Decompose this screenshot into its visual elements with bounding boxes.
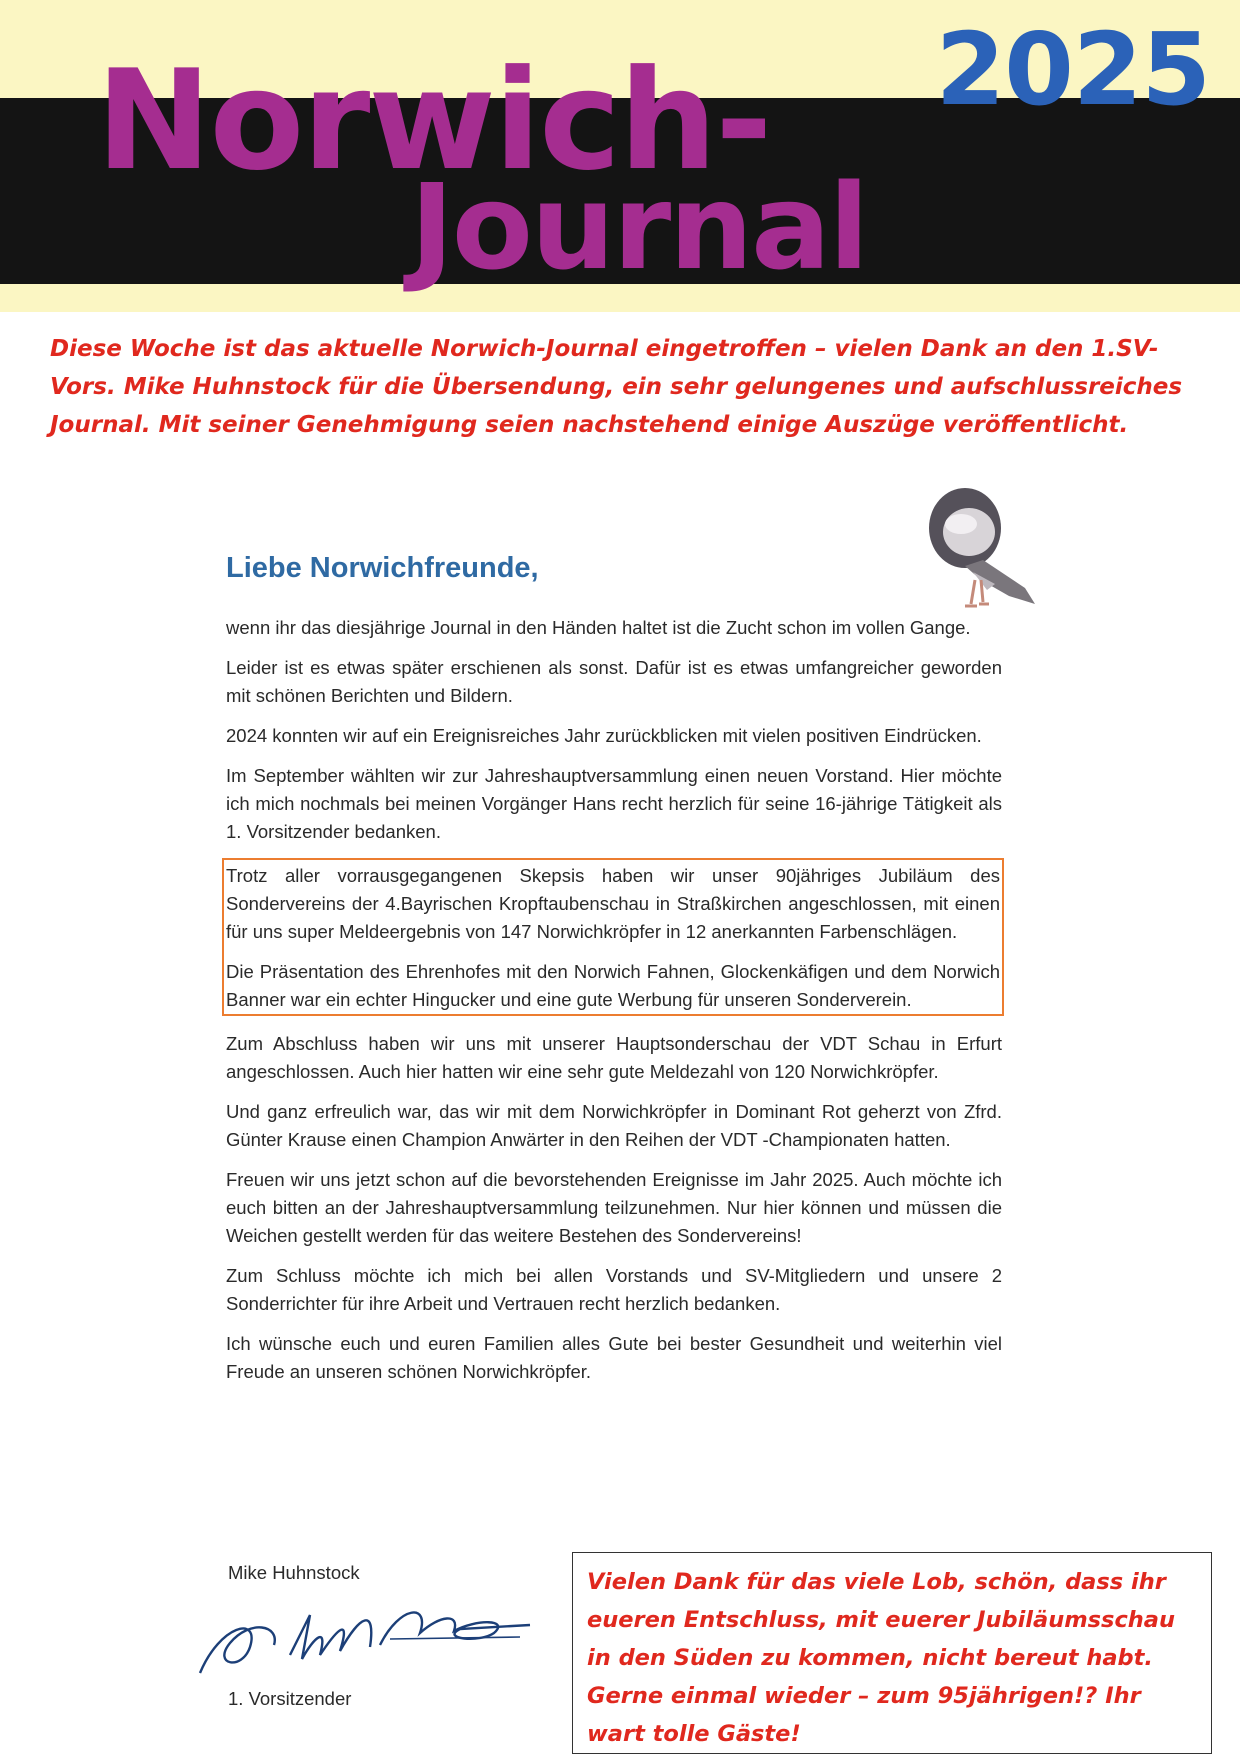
letter-paragraph: Ich wünsche euch und euren Familien alles Gute bei bester Gesundheit und weiterhin viel Freude an unseren schönen Norwichkröpfer. xyxy=(226,1333,1002,1382)
signature-icon xyxy=(190,1585,550,1689)
highlighted-paragraph: Trotz aller vorrausgegangenen Skepsis haben wir unser 90jähriges Jubiläum des Sondervereins der 4.Bayrischen Kropftaubenschau in Straßkirchen angeschlossen, mit einen für uns super Meldeergebnis von 147 Norwichkröpfer in 12 anerkannten Farbenschlägen. xyxy=(226,865,1000,942)
letter-paragraph: Zum Abschluss haben wir uns mit unserer Hauptsonderschau der VDT Schau in Erfurt angeschlossen. Auch hier hatten wir eine sehr gute Meldezahl von 120 Norwichkröpfer. xyxy=(226,1033,1002,1082)
journal-title-line1: Norwich- xyxy=(96,40,771,201)
intro-text: Diese Woche ist das aktuelle Norwich-Journal eingetroffen – vielen Dank an den 1.SV-Vors. Mike Huhnstock für die Übersendung, ein sehr gelungenes und aufschlussreiches Journal. Mit seiner Genehmigung seien nachstehend einige Auszüge veröffentlicht. xyxy=(50,336,1183,438)
journal-title-line2: Journal xyxy=(410,158,868,296)
letter-paragraph: Freuen wir uns jetzt schon auf die bevorstehenden Ereignisse im Jahr 2025. Auch möchte ich euch bitten an der Jahreshauptversammlung teilzunehmen. Nur hier können und müssen die Weichen gestellt werden für das weitere Bestehen des Sondervereins! xyxy=(226,1169,1002,1246)
letter-paragraph: 2024 konnten wir auf ein Ereignisreiches Jahr zurückblicken mit vielen positiven Eindrücken. xyxy=(226,725,982,746)
reply-note-text: Vielen Dank für das viele Lob, schön, dass ihr eueren Entschluss, mit euerer Jubiläumsschau in den Süden zu kommen, nicht bereut habt. Gerne einmal wieder – zum 95jährigen!? Ihr wart tolle Gäste! xyxy=(587,1569,1176,1747)
letter-greeting: Liebe Norwichfreunde, xyxy=(226,552,539,584)
letter-paragraph: Im September wählten wir zur Jahreshauptversammlung einen neuen Vorstand. Hier möchte ich mich nochmals bei meinen Vorgänger Hans recht herzlich für seine 16-jährige Tätigkeit als 1. Vorsitzender bedanken. xyxy=(226,765,1002,842)
reply-note-box xyxy=(572,1552,1212,1754)
letter-paragraph: Leider ist es etwas später erschienen als sonst. Dafür ist es etwas umfangreicher geworden mit schönen Berichten und Bildern. xyxy=(226,657,1002,706)
highlighted-passage xyxy=(222,858,1004,1016)
journal-year: 2025 xyxy=(935,11,1210,128)
highlighted-paragraph: Die Präsentation des Ehrenhofes mit den Norwich Fahnen, Glockenkäfigen und dem Norwich Banner war ein echter Hingucker und eine gute Werbung für unseren Sonderverein. xyxy=(226,961,1000,1010)
header-banner xyxy=(0,0,1240,312)
signer-role: 1. Vorsitzender xyxy=(228,1688,352,1709)
signer-name: Mike Huhnstock xyxy=(228,1562,360,1583)
letter-paragraph: Und ganz erfreulich war, das wir mit dem Norwichkröpfer in Dominant Rot geherzt von Zfrd. Günter Krause einen Champion Anwärter in den Reihen der VDT -Championaten hatten. xyxy=(226,1101,1002,1150)
letter-body xyxy=(226,614,1002,1398)
letter-paragraph: wenn ihr das diesjährige Journal in den Händen haltet ist die Zucht schon im vollen Gange. xyxy=(226,617,971,638)
letter-paragraph: Zum Schluss möchte ich mich bei allen Vorstands und SV-Mitgliedern und unsere 2 Sonderrichter für ihre Arbeit und Vertrauen recht herzlich bedanken. xyxy=(226,1265,1002,1314)
pigeon-illustration-icon xyxy=(925,480,1045,619)
